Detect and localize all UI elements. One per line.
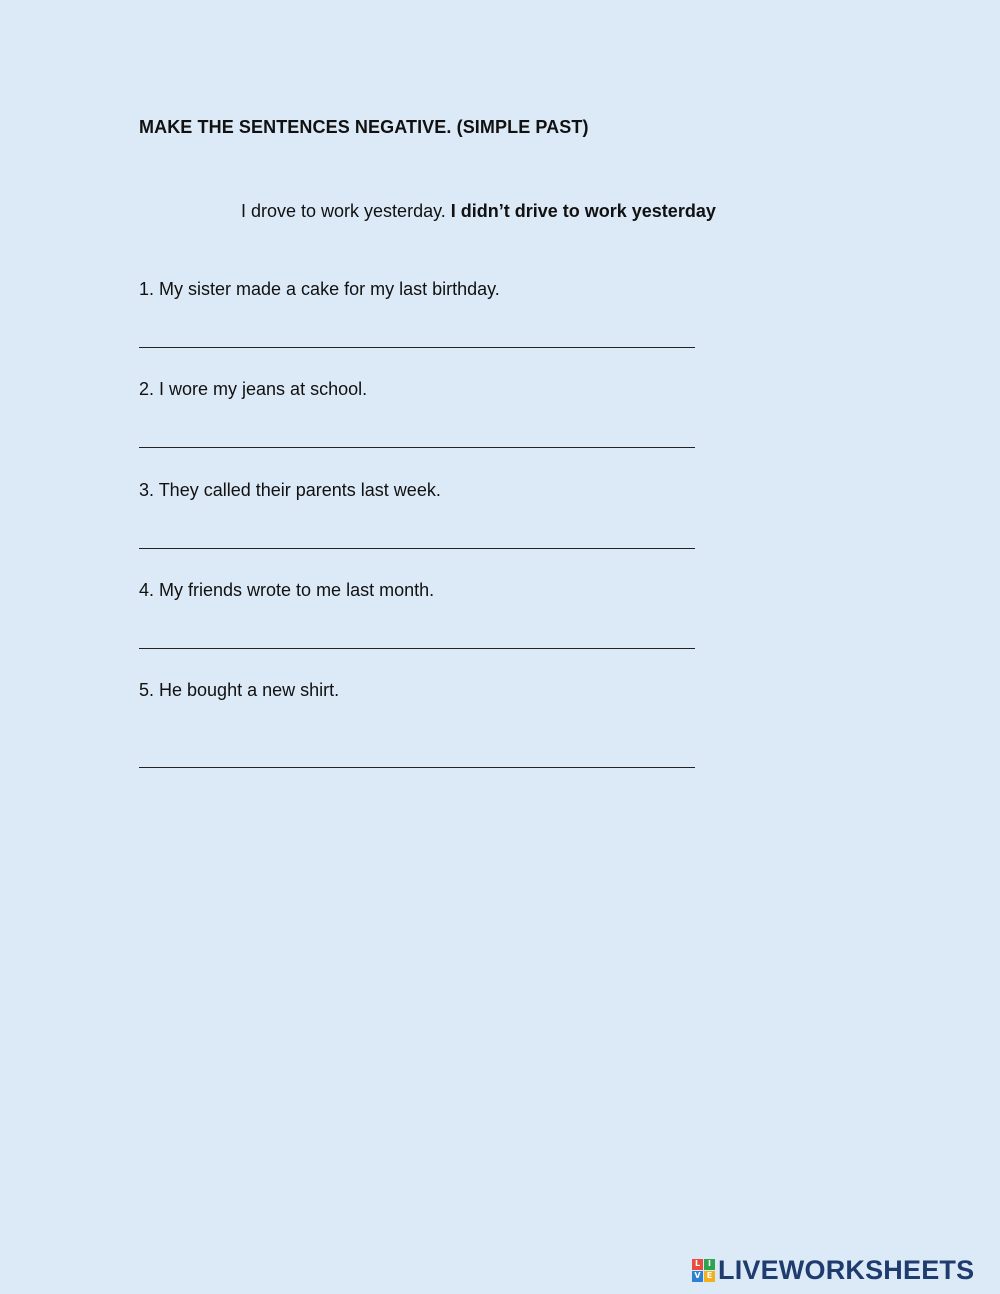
question-5: 5. He bought a new shirt. (139, 680, 340, 700)
logo-letter-v: V (692, 1271, 703, 1282)
answer-line-4[interactable] (139, 648, 695, 649)
worksheet-title: MAKE THE SENTENCES NEGATIVE. (SIMPLE PAST) (139, 117, 589, 137)
liveworksheets-logo (692, 1256, 974, 1284)
logo-icon (692, 1259, 715, 1282)
answer-line-1[interactable] (139, 347, 695, 348)
question-1: 1. My sister made a cake for my last birthday. (139, 279, 500, 299)
answer-line-2[interactable] (139, 447, 695, 448)
question-2: 2. I wore my jeans at school. (139, 379, 368, 399)
example-line (241, 201, 716, 222)
logo-letter-e: E (704, 1271, 715, 1282)
question-3: 3. They called their parents last week. (139, 480, 441, 500)
answer-line-3[interactable] (139, 548, 695, 549)
example-sentence: I drove to work yesterday. (241, 201, 446, 221)
logo-letter-i: I (704, 1259, 715, 1270)
logo-letter-l: L (692, 1259, 703, 1270)
answer-line-5[interactable] (139, 767, 695, 768)
question-4: 4. My friends wrote to me last month. (139, 580, 435, 600)
example-answer: I didn’t drive to work yesterday (450, 201, 716, 221)
logo-text: LIVEWORKSHEETS (718, 1254, 975, 1285)
